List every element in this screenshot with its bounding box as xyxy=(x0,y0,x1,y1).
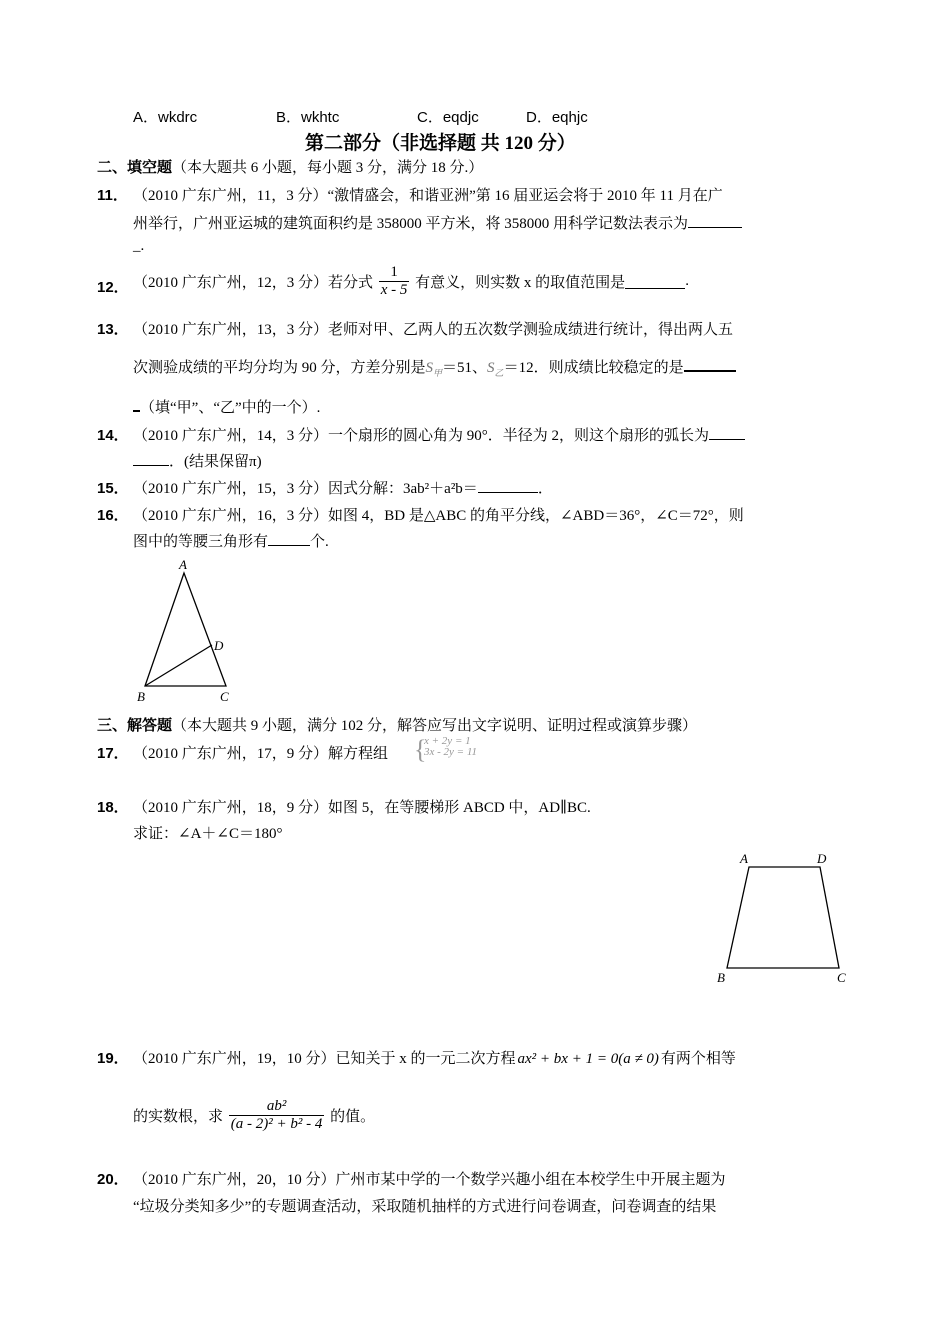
q19-equation: ax² + bx + 1 = 0(a ≠ 0) xyxy=(517,1051,659,1067)
q20-line1: （2010 广东广州，20，10 分）广州市某中学的一个数学兴趣小组在本校学生中开展主题为 xyxy=(133,1172,726,1188)
variance-sub-jia: 甲 xyxy=(433,368,443,378)
q13-line3: （填“甲”、“乙”中的一个）. xyxy=(140,400,321,416)
q20-number: 20． xyxy=(97,1171,129,1188)
q12-frac-bottom: x - 5 xyxy=(380,282,408,298)
section2-note: （本大题共 6 小题，每小题 3 分，满分 18 分.） xyxy=(172,160,484,176)
fig5-label-c: C xyxy=(837,970,846,985)
figure-5-trapezoid xyxy=(708,848,858,990)
fig4-label-a: A xyxy=(179,557,187,572)
q13-number: 13． xyxy=(97,321,129,338)
q17-brace-icon: { xyxy=(414,735,427,764)
q14-line1-wrap xyxy=(133,424,745,445)
q18-number: 18． xyxy=(97,799,129,816)
fig4-label-b: B xyxy=(137,689,145,704)
choice-b: B．wkhtc xyxy=(276,109,340,126)
q19-pre: （2010 广东广州，19，10 分）已知关于 x 的一元二次方程 xyxy=(133,1051,516,1067)
choice-d: D．eqhjc xyxy=(526,109,588,126)
q17-text: （2010 广东广州，17，9 分）解方程组 xyxy=(133,746,389,762)
q12-number: 12． xyxy=(97,279,129,296)
section2-header xyxy=(97,156,483,177)
q16-line2 xyxy=(133,530,329,551)
q11-line1: （2010 广东广州，11，3 分）“激情盛会，和谐亚洲”第 16 届亚运会将于 2010 年 11 月在广 xyxy=(133,188,723,204)
variance-sub-yi: 乙 xyxy=(494,368,504,378)
q17-number: 17． xyxy=(97,745,129,762)
q15-end: ． xyxy=(537,481,553,497)
trapezoid-abcd xyxy=(727,867,839,968)
q16-number: 16． xyxy=(97,507,129,524)
q11-line3: _. xyxy=(133,238,145,254)
q19-line2-pre: 的实数根，求 xyxy=(133,1109,224,1125)
q12-line xyxy=(133,264,689,299)
q14-number: 14． xyxy=(97,427,129,444)
fig5-label-a: A xyxy=(740,851,748,866)
variance-s-yi: $S_乙$ xyxy=(487,360,504,378)
q12-blank[interactable] xyxy=(625,274,685,289)
q18-line1: （2010 广东广州，18，9 分）如图 5，在等腰梯形 ABCD 中，AD∥BC. xyxy=(133,800,591,816)
q11-number: 11． xyxy=(97,187,128,204)
choice-c: C．eqdjc xyxy=(417,109,479,126)
fig5-label-b: B xyxy=(717,970,725,985)
choice-a: A．wkdrc xyxy=(133,109,198,126)
q16-line2-pre: 图中的等腰三角形有 xyxy=(133,534,269,550)
q15-number: 15． xyxy=(97,480,129,497)
q17-eq2: 3x - 2y = 11 xyxy=(424,746,478,758)
section2-heading: 二、填空题 xyxy=(97,160,173,176)
q11-line2: 州举行，广州亚运城的建筑面积约是 358000 平方米，将 358000 用科学记数法表示为 xyxy=(133,216,689,232)
fig4-label-c: C xyxy=(220,689,229,704)
q11-blank[interactable] xyxy=(688,213,742,228)
q13-blank-tail xyxy=(133,396,140,412)
q19-line2 xyxy=(133,1098,375,1133)
q15-blank[interactable] xyxy=(478,478,538,493)
q17-system xyxy=(424,736,477,758)
q20-line2: “垃圾分类知多少”的专题调查活动，采取随机抽样的方式进行问卷调查，问卷调查的结果 xyxy=(133,1199,717,1215)
section3-header xyxy=(97,714,697,735)
q14-line2: ．(结果保留π) xyxy=(169,454,262,470)
q11-line2-wrap xyxy=(133,212,742,233)
q14-blank-cont xyxy=(133,451,169,466)
segment-bd xyxy=(145,645,212,686)
q16-blank[interactable] xyxy=(268,531,310,546)
q13-line2 xyxy=(133,356,736,379)
triangle-abc xyxy=(145,573,226,686)
q19-fraction xyxy=(229,1098,325,1133)
q12-pre: （2010 广东广州，12，3 分）若分式 xyxy=(133,275,374,291)
q13-line1: （2010 广东广州，13，3 分）老师对甲、乙两人的五次数学测验成绩进行统计，得出两人五 xyxy=(133,322,734,338)
q13-line2-pre: 次测验成绩的平均分均为 90 分，方差分别是 xyxy=(133,360,426,376)
q12-end: . xyxy=(685,273,689,289)
q14-line1: （2010 广东广州，14，3 分）一个扇形的圆心角为 90°．半径为 2，则这个扇形的弧长为 xyxy=(133,428,710,444)
q12-frac-top: 1 xyxy=(390,264,398,280)
q12-fraction xyxy=(379,264,410,299)
section3-heading: 三、解答题 xyxy=(97,718,173,734)
q14-blank[interactable] xyxy=(709,425,745,440)
part2-title: 第二部分（非选择题 共 120 分） xyxy=(305,133,576,154)
q16-line2-end: 个. xyxy=(310,534,329,550)
figure-4-triangle xyxy=(128,556,238,708)
variance-s-jia: $S_甲$ xyxy=(425,360,443,378)
q12-post: 有意义，则实数 x 的取值范围是 xyxy=(415,275,626,291)
q19-frac-bottom: (a - 2)² + b² - 4 xyxy=(230,1116,323,1132)
q19-post: 有两个相等 xyxy=(660,1051,736,1067)
q15-pre: （2010 广东广州，15，3 分）因式分解：3ab²＋a²b＝ xyxy=(133,481,478,497)
q13-blank[interactable] xyxy=(684,356,736,372)
section3-note: （本大题共 9 小题，满分 102 分，解答应写出文字说明、证明过程或演算步骤） xyxy=(172,718,698,734)
q19-line2-post: 的值。 xyxy=(330,1109,376,1125)
q13-s2-val: ＝12．则成绩比较稳定的是 xyxy=(503,360,684,376)
fig4-label-d: D xyxy=(214,638,224,653)
q19-line1 xyxy=(133,1047,736,1068)
q13-s1-val: ＝51、 xyxy=(442,360,488,376)
q19-frac-top: ab² xyxy=(266,1098,287,1114)
q16-line1: （2010 广东广州，16，3 分）如图 4，BD 是△ABC 的角平分线，∠ABD＝36°，∠C＝72°，则 xyxy=(133,508,744,524)
q18-line2: 求证：∠A＋∠C＝180° xyxy=(133,826,283,842)
fig5-label-d: D xyxy=(817,851,827,866)
q19-number: 19． xyxy=(97,1050,129,1067)
q14-line2-wrap xyxy=(133,450,262,471)
q13-line3-wrap xyxy=(133,396,320,417)
q17-eq1: x + 2y = 1 xyxy=(424,736,471,747)
q15-line xyxy=(133,477,553,498)
